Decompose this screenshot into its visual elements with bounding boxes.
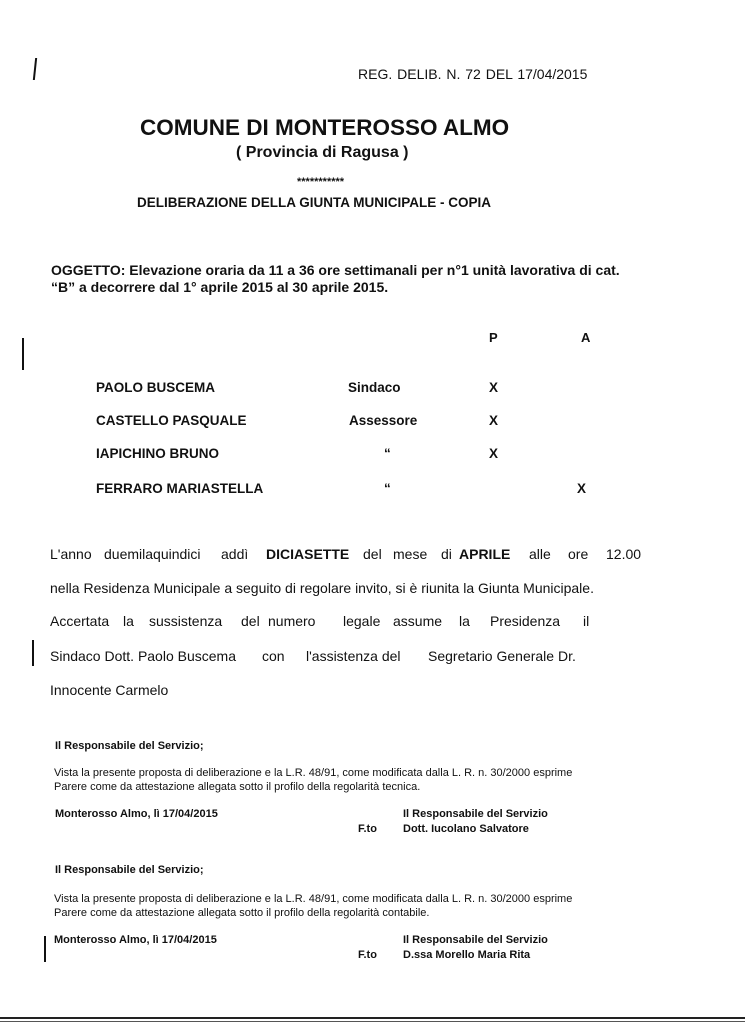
opinion-heading: Il Responsabile del Servizio; (55, 740, 204, 752)
opinion-text: Vista la presente proposta di deliberazione e la L.R. 48/91, come modificata dalla L. R. n. 30/2000 esprime (54, 767, 573, 779)
body-word: DICIASETTE (266, 546, 350, 562)
subject-line-1: OGGETTO: Elevazione oraria da 11 a 36 ore settimanali per n°1 unità lavorativa di cat. (51, 262, 620, 278)
scan-mark (32, 640, 34, 666)
body-word: alle (529, 546, 551, 562)
body-line: Innocente Carmelo (50, 682, 169, 698)
signature-fto: F.to (358, 949, 377, 961)
body-word: addì (221, 546, 249, 562)
column-present: P (489, 330, 498, 345)
signature-fto: F.to (358, 823, 377, 835)
body-segment: Sindaco Dott. Paolo Buscema (50, 648, 236, 664)
member-present-mark: X (489, 446, 499, 461)
responsible-name: Dott. Iucolano Salvatore (403, 823, 529, 835)
body-word: 12.00 (606, 546, 642, 562)
body-word: del (363, 546, 382, 562)
body-word: legale (343, 613, 381, 629)
registration-number: REG. DELIB. N. 72 DEL 17/04/2015 (358, 66, 588, 82)
body-segment: l'assistenza del (306, 648, 401, 664)
member-name: CASTELLO PASQUALE (96, 413, 247, 428)
member-role: Assessore (349, 413, 418, 428)
body-word: ore (568, 546, 589, 562)
member-absent-mark: X (577, 481, 587, 496)
body-line: nella Residenza Municipale a seguito di regolare invito, si è riunita la Giunta Municipale. (50, 580, 594, 596)
member-role: “ (384, 446, 391, 461)
scan-mark (33, 58, 37, 80)
place-date: Monterosso Almo, lì 17/04/2015 (54, 934, 217, 946)
municipality-title: COMUNE DI MONTEROSSO ALMO (140, 115, 510, 140)
deliberation-type: DELIBERAZIONE DELLA GIUNTA MUNICIPALE - COPIA (137, 195, 491, 210)
body-word: sussistenza (149, 613, 223, 629)
member-role: Sindaco (348, 380, 401, 395)
member-present-mark: X (489, 413, 499, 428)
body-word: L'anno (50, 546, 92, 562)
page-bottom-edge (0, 1017, 745, 1019)
body-segment: con (262, 648, 285, 664)
opinion-text: Parere come da attestazione allegata sotto il profilo della regolarità contabile. (54, 907, 430, 919)
member-role: “ (384, 481, 391, 496)
body-word: la (123, 613, 134, 629)
body-word: APRILE (459, 546, 511, 562)
opinion-text: Parere come da attestazione allegata sotto il profilo della regolarità tecnica. (54, 781, 421, 793)
opinion-text: Vista la presente proposta di deliberazione e la L.R. 48/91, come modificata dalla L. R. n. 30/2000 esprime (54, 893, 573, 905)
responsible-name: D.ssa Morello Maria Rita (403, 949, 531, 961)
column-absent: A (581, 330, 591, 345)
province-subtitle: ( Provincia di Ragusa ) (236, 144, 409, 161)
scan-mark (22, 338, 24, 370)
body-word: duemilaquindici (104, 546, 201, 562)
responsible-title: Il Responsabile del Servizio (403, 934, 548, 946)
place-date: Monterosso Almo, lì 17/04/2015 (55, 808, 218, 820)
body-word: del (241, 613, 260, 629)
body-word: mese (393, 546, 428, 562)
responsible-title: Il Responsabile del Servizio (403, 808, 548, 820)
body-word: Accertata (50, 613, 110, 629)
body-word: Presidenza (490, 613, 561, 629)
separator-stars: *********** (297, 176, 345, 188)
member-name: IAPICHINO BRUNO (96, 446, 220, 461)
opinion-heading: Il Responsabile del Servizio; (55, 864, 204, 876)
body-segment: Segretario Generale Dr. (428, 648, 576, 664)
body-word: di (441, 546, 452, 562)
body-word: numero (268, 613, 316, 629)
member-present-mark: X (489, 380, 499, 395)
member-name: PAOLO BUSCEMA (96, 380, 216, 395)
scan-mark (44, 936, 46, 962)
member-name: FERRARO MARIASTELLA (96, 481, 264, 496)
body-word: assume (393, 613, 443, 629)
body-word: la (459, 613, 470, 629)
subject-line-2: “B” a decorrere dal 1° aprile 2015 al 30 aprile 2015. (51, 279, 389, 295)
page-bottom-edge (0, 1021, 745, 1022)
body-word: il (583, 613, 590, 629)
